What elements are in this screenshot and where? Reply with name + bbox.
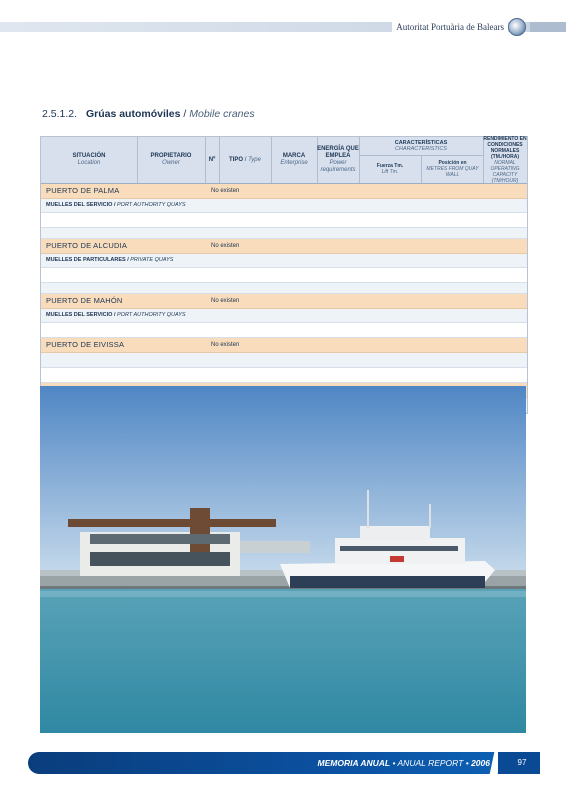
sub-row (41, 199, 527, 213)
quay-type-label: MUELLES DE PARTICULARES / PRIVATE QUAYS (46, 257, 174, 263)
port-value: No existen (211, 188, 240, 194)
section-title-en: Mobile cranes (189, 108, 255, 120)
header-bar-end (530, 22, 566, 32)
port-value: No existen (211, 298, 240, 304)
blank-row (41, 368, 527, 383)
quay-type-label: MUELLES DEL SERVICIO / PORT AUTHORITY QUAYS (46, 202, 186, 208)
section-title (42, 108, 255, 120)
authority-name: Autoritat Portuària de Balears (392, 20, 508, 34)
blank-row (41, 268, 527, 283)
authority-emblem-icon (508, 18, 526, 36)
blank-row (41, 283, 527, 294)
quay-type-label: MUELLES DEL SERVICIO / PORT AUTHORITY QUAYS (46, 312, 186, 318)
col-number: Nº (205, 137, 220, 183)
table-header (41, 137, 527, 184)
col-position: Posición en METRES FROM QUAY WALL (426, 160, 479, 178)
col-characteristics (359, 137, 484, 183)
sub-row (41, 309, 527, 323)
col-owner: PROPIETARIO Owner (137, 137, 206, 183)
col-force: Fuerza Tm. Lift Tm. (359, 155, 422, 183)
blank-row (41, 323, 527, 338)
sub-row (41, 254, 527, 268)
blank-row (41, 228, 527, 239)
harbour-ferry-photo (40, 386, 526, 733)
port-name: PUERTO DE MAHÓN (46, 296, 123, 305)
col-location: SITUACIÓN Location (41, 137, 138, 183)
section-title-separator: / (183, 108, 187, 120)
port-name: PUERTO DE PALMA (46, 186, 120, 195)
port-name: PUERTO DE ALCUDIA (46, 241, 128, 250)
port-row-mahon (41, 294, 527, 309)
blank-row (41, 213, 527, 228)
harbour-ferry-illustration (40, 386, 526, 733)
port-row-eivissa (41, 338, 527, 353)
cranes-table (40, 136, 528, 414)
characteristics-header: CARACTERÍSTICAS CHARACTERISTICS (359, 137, 483, 156)
blank-row (41, 353, 527, 368)
port-value: No existen (211, 243, 240, 249)
col-energy: ENERGÍA QUE EMPLEA Power requirements (317, 137, 360, 183)
port-value: No existen (211, 342, 240, 348)
col-type: TIPO / Type (219, 137, 272, 183)
port-row-alcudia (41, 239, 527, 254)
footer-title: MEMORIA ANUAL • ANUAL REPORT • 2006 (317, 758, 490, 768)
col-performance: RENDIMIENTO EN CONDICIONES NORMALES (TM./HORA) NORMAL OPERATING CAPACITY (TM/HOUR) (483, 136, 527, 184)
section-number: 2.5.1.2. (42, 108, 78, 120)
port-row-palma (41, 184, 527, 199)
col-brand: MARCA Enterprise (271, 137, 318, 183)
section-title-es: Grúas automóviles (85, 108, 181, 120)
port-name: PUERTO DE EIVISSA (46, 340, 125, 349)
page-number: 97 (517, 758, 527, 767)
